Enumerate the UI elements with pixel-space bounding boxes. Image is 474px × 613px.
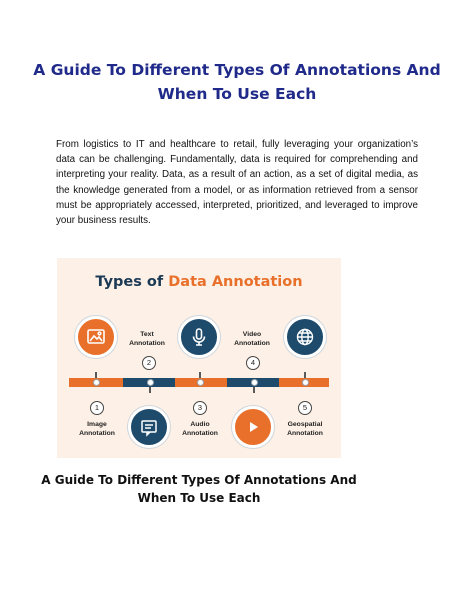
image-annotation-label: Image Annotation (79, 421, 115, 437)
timeline-tick-down-4 (253, 387, 255, 393)
infographic-caption (30, 471, 368, 507)
timeline-dot-4 (251, 379, 258, 386)
video-icon (232, 406, 274, 448)
step-number-4: 4 (246, 356, 260, 370)
timeline-dot-1 (93, 379, 100, 386)
infographic-title-accent: Data Annotation (168, 274, 303, 290)
caption-line2: When To Use Each (137, 491, 261, 505)
document-title-line2: When To Use Each (157, 85, 317, 103)
document-title (30, 58, 444, 106)
infographic-title-part1: Types of (95, 274, 169, 290)
timeline-tick-up-5 (304, 372, 306, 378)
timeline-dot-5 (302, 379, 309, 386)
timeline-dot-3 (197, 379, 204, 386)
audio-icon (178, 316, 220, 358)
video-annotation-label: Video Annotation (234, 331, 270, 347)
image-icon (75, 316, 117, 358)
text-document-icon (128, 406, 170, 448)
globe-icon (284, 316, 326, 358)
infographic-title (57, 274, 341, 290)
data-annotation-infographic (57, 258, 341, 458)
step-number-3: 3 (193, 401, 207, 415)
geospatial-annotation-label: Geospatial Annotation (287, 421, 323, 437)
document-title-line1: A Guide To Different Types Of Annotations And (33, 61, 441, 79)
timeline-tick-down-2 (149, 387, 151, 393)
step-number-1: 1 (90, 401, 104, 415)
caption-line1: A Guide To Different Types Of Annotations And (41, 473, 357, 487)
text-annotation-label: Text Annotation (129, 331, 165, 347)
step-number-5: 5 (298, 401, 312, 415)
document-body-paragraph: From logistics to IT and healthcare to retail, fully leveraging your organization’s data can be challenging. Fundamentally, data is required for comprehending and interpreting your reality. Data, as a result of an action, as a set of digital media, as the knowledge generated from a model, or as information retrieved from a sensor must be appropriately accessed, interpreted, prioritized, and leveraged to improve your business results. (56, 139, 418, 227)
step-number-2: 2 (142, 356, 156, 370)
timeline-dot-2 (147, 379, 154, 386)
timeline-tick-up-3 (199, 372, 201, 378)
audio-annotation-label: Audio Annotation (182, 421, 218, 437)
timeline-tick-up-1 (95, 372, 97, 378)
